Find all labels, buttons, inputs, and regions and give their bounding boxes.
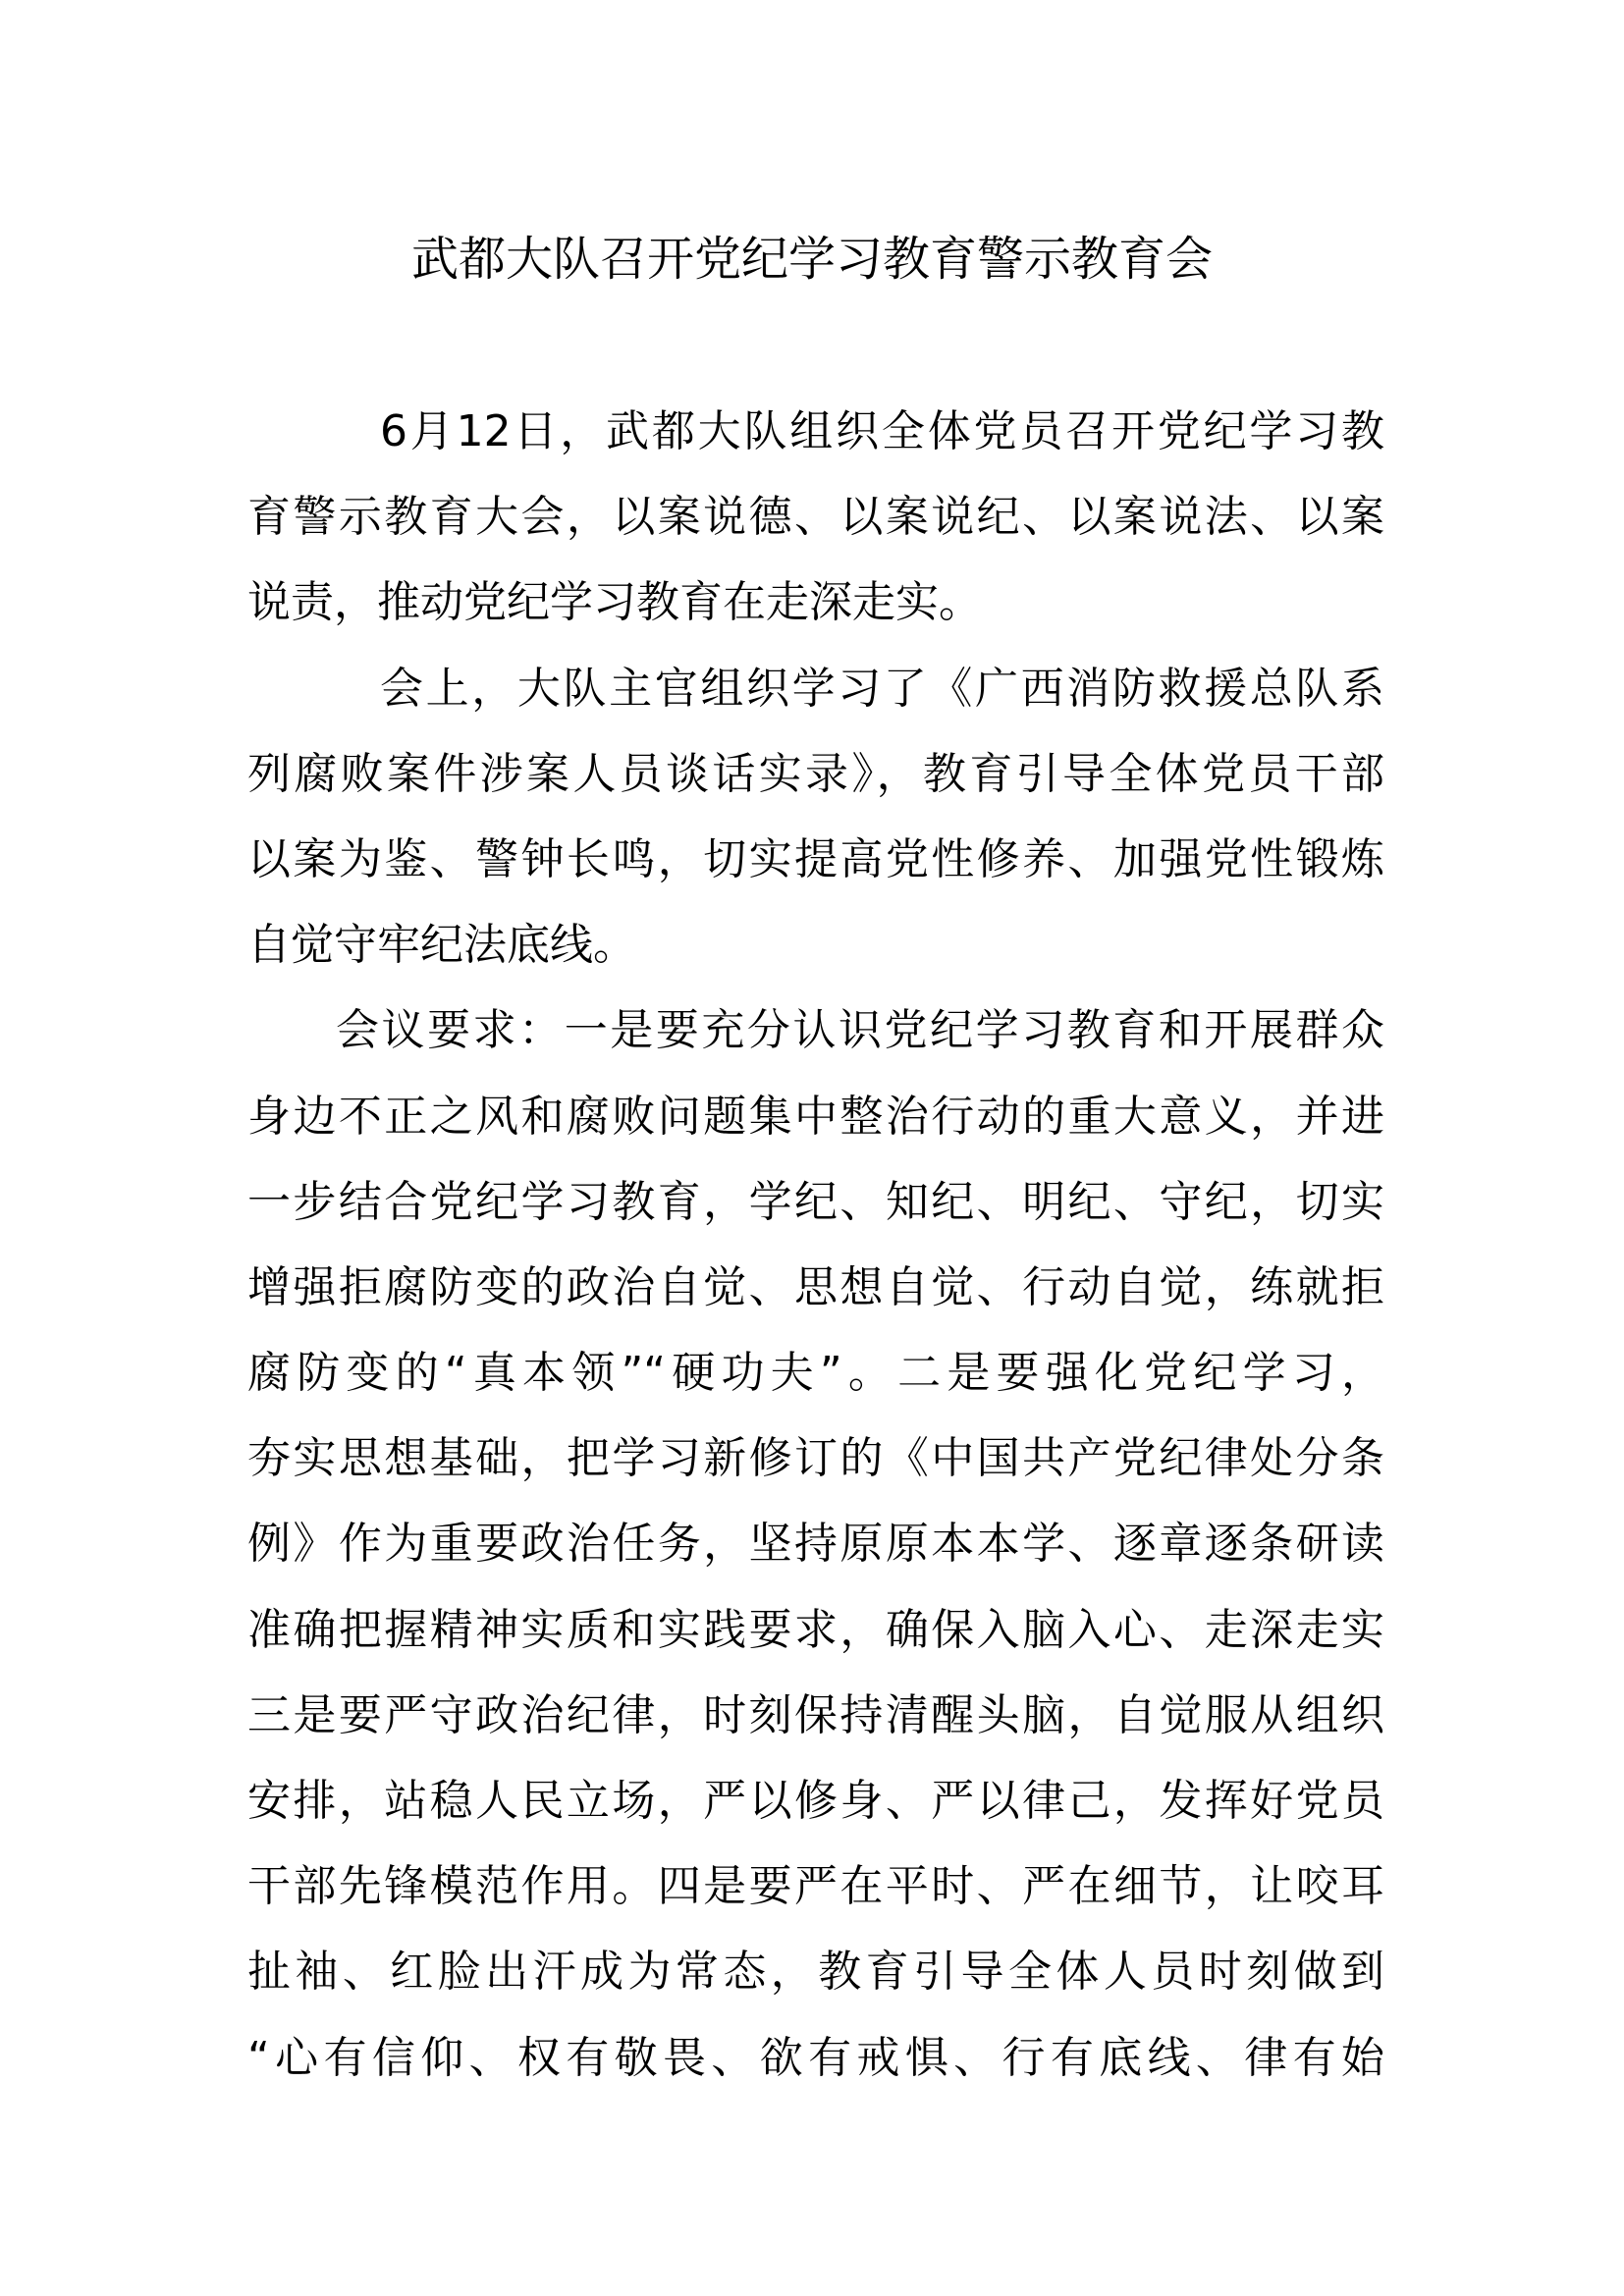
text-line: 会上，大队主官组织学习了《广西消防救援总队系 [380, 663, 1384, 714]
text-line: 准确把握精神实质和实践要求，确保入脑入心、走深走实 [247, 1604, 1384, 1655]
text-line: 夯实思想基础，把学习新修订的《中国共产党纪律处分条 [247, 1433, 1384, 1484]
text-line: 安排，站稳人民立场，严以修身、严以律己，发挥好党员 [247, 1776, 1384, 1826]
text-line: 一步结合党纪学习教育，学纪、知纪、明纪、守纪，切实 [247, 1176, 1384, 1227]
text-line: 列腐败案件涉案人员谈话实录》，教育引导全体党员干部 [247, 748, 1384, 799]
document-body [247, 389, 1384, 2101]
text-line: 会议要求：一是要充分认识党纪学习教育和开展群众 [336, 1005, 1384, 1056]
text-line: 6月12日，武都大队组织全体党员召开党纪学习教 [380, 406, 1384, 456]
paragraph-3 [247, 988, 1384, 2100]
text-line: 腐防变的“真本领”“硬功夫”。二是要强化党纪学习， [247, 1348, 1384, 1399]
text-line: 例》作为重要政治任务，坚持原原本本学、逐章逐条研读 [247, 1519, 1384, 1570]
text-line: 说责，推动党纪学习教育在走深走实。 [247, 577, 982, 628]
paragraph-2 [247, 646, 1384, 988]
text-line: 三是要严守政治纪律，时刻保持清醒头脑，自觉服从组织 [247, 1689, 1384, 1740]
document-title: 武都大队召开党纪学习教育警示教育会 [410, 232, 1213, 287]
text-line: 以案为鉴、警钟长鸣，切实提高党性修养、加强党性锻炼 [247, 833, 1384, 884]
text-line: 干部先锋模范作用。四是要严在平时、严在细节，让咬耳 [247, 1861, 1384, 1912]
text-line: “心有信仰、权有敬畏、欲有戒惧、行有底线、律有始 [247, 2032, 1384, 2083]
text-line: 增强拒腐防变的政治自觉、思想自觉、行动自觉，练就拒 [247, 1261, 1384, 1312]
text-line: 育警示教育大会，以案说德、以案说纪、以案说法、以案 [247, 492, 1384, 543]
text-line: 自觉守牢纪法底线。 [247, 920, 636, 971]
text-line: 身边不正之风和腐败问题集中整治行动的重大意义，并进 [247, 1091, 1384, 1142]
text-line: 扯袖、红脸出汗成为常态，教育引导全体人员时刻做到 [247, 1947, 1384, 1998]
paragraph-1 [247, 389, 1384, 646]
